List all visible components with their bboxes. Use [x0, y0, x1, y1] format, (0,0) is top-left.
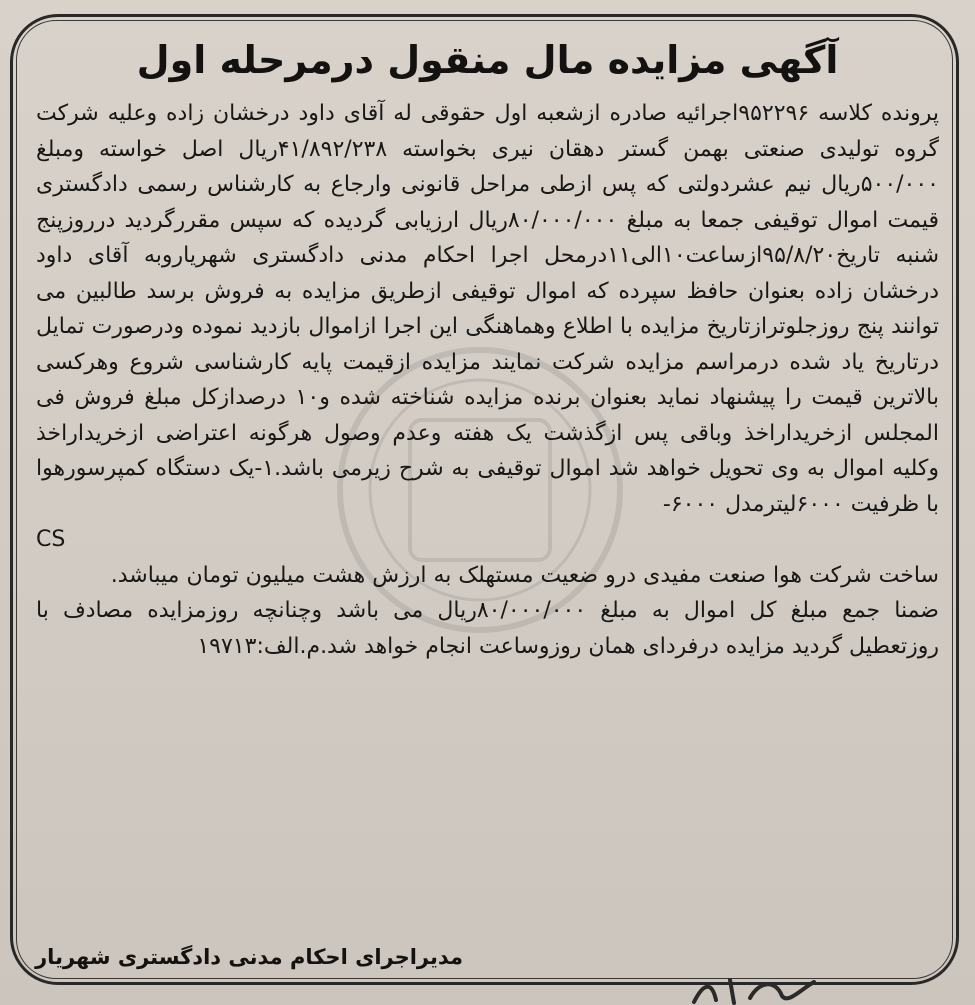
- notice-paragraph-total: ضمنا جمع مبلغ کل اموال به مبلغ ۸۰/۰۰۰/۰۰۰ریال می باشد وچنانچه روزمزایده مصادف با روزتعطیل گردید مزایده درفردای همان روزوساعت انجام خواهد شد.م.الف:۱۹۷۱۳: [36, 598, 939, 659]
- notice-paragraph-manufacturer: ساخت شرکت هوا صنعت مفیدی درو ضعیت مستهلک به ارزش هشت میلیون تومان میباشد.: [110, 562, 939, 588]
- notice-body: [36, 96, 939, 664]
- signature-line: مدیراجرای احکام مدنی دادگستری شهریار: [35, 945, 463, 969]
- model-suffix: CS: [36, 527, 66, 552]
- notice-title: آگهی مزایده مال منقول درمرحله اول: [136, 38, 839, 82]
- notice-paragraph-main: پرونده کلاسه ۹۵۲۲۹۶اجرائیه صادره ازشعبه اول حقوقی له آقای داود درخشان زاده وعلیه شرکت گروه تولیدی صنعتی بهمن گستر دهقان نیری بخواسته ۴۱/۸۹۲/۲۳۸ریال اصل خواسته ومبلغ ۵۰۰/۰۰۰ریال نیم عشردولتی که پس ازطی مراحل قانونی وارجاع به کارشناس رسمی دادگستری قیمت اموال توقیفی جمعا به مبلغ ۸۰/۰۰۰/۰۰۰ریال ارزیابی گردیده که سپس مقررگردید درروزپنج شنبه تاریخ۹۵/۸/۲۰ازساعت۱۰الی۱۱درمحل اجرا احکام مدنی دادگستری شهریاروبه آقای داود درخشان زاده بعنوان حافظ سپرده که اموال توقیفی ازطریق مزایده به فروش برسد طالبین می توانند پنج روزجلوترازتاریخ مزایده با اطلاع وهماهنگی این اجرا ازاموال بازدید نموده ودرصورت تمایل درتاریخ یاد شده درمراسم مزایده شرکت نمایند مزایده ازقیمت پایه کارشناسی شروع وهرکسی بالاترین قیمت را پیشنهاد نماید بعنوان برنده مزایده شناخته شده و۱۰ درصدازکل مبلغ فروش فی المجلس ازخریداراخذ وباقی پس ازگذشت یک هفته وعدم وصول هرگونه اعتراضی ازخریداراخذ وکلیه اموال به وی تحویل خواهد شد اموال توقیفی به شرح زیرمی باشد.۱-یک دستگاه کمپرسورهوا با ظرفیت ۶۰۰۰لیترمدل ۶۰۰۰-: [36, 101, 940, 517]
